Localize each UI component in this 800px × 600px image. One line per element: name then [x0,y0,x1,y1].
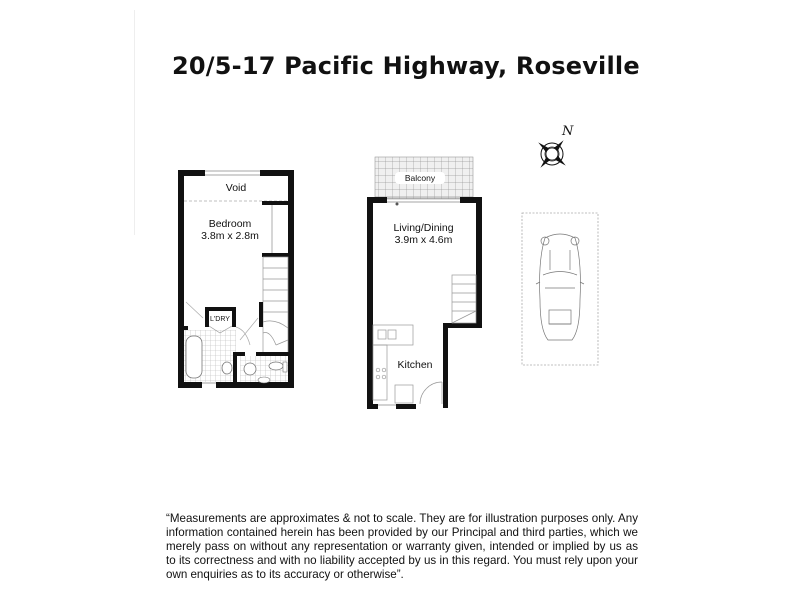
compass-north-label: N [562,124,574,139]
disclaimer-text: “Measurements are approximates & not to scale. They are for illustration purposes only. Any information contained herein has been provided by our Principal and third parties, which we merely pass on without any representation or warranty given, intended or implied by us as to its correctness and with no liability accepted by us in this regard. You must rely upon your own enquiries as to its accuracy or otherwise”. [166,512,638,581]
room-dimensions-living-dining: 3.9m x 4.6m [394,234,453,246]
compass-rose-icon [536,138,567,169]
room-dimensions-bedroom: 3.8m x 2.8m [201,230,259,242]
room-label-balcony: Balcony [395,172,445,184]
room-label-laundry: L'DRY [210,316,230,323]
room-label-void: Void [225,182,247,194]
room-label-bedroom: Bedroom [208,218,252,230]
lower-level-plan [367,157,482,409]
car-icon [522,213,598,365]
room-label-kitchen: Kitchen [397,359,433,371]
upper-level-plan [178,170,294,388]
room-label-living-dining: Living/Dining [393,222,454,234]
page-title: 20/5-17 Pacific Highway, Roseville [172,52,640,80]
